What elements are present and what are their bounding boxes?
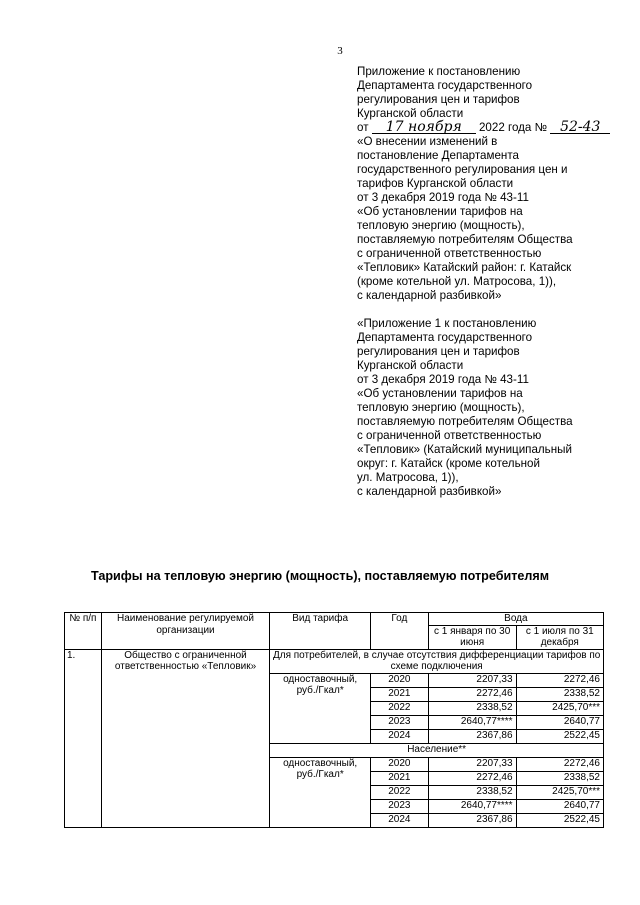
value-cell: 2522,45 — [516, 813, 603, 827]
value-cell: 2207,33 — [428, 673, 516, 687]
header-line: регулирования цен и тарифов — [357, 345, 520, 358]
header-line: Курганской области — [357, 359, 464, 372]
value-cell: 2272,46 — [428, 687, 516, 701]
value-cell: 2272,46 — [516, 757, 603, 771]
header-line: Курганской области — [357, 107, 464, 120]
header-organization: Наименование регулируемой организации — [101, 613, 270, 650]
header-line: поставляемую потребителям Общества — [357, 233, 573, 246]
year-cell: 2021 — [371, 687, 429, 701]
header-line: с календарной разбивкой» — [357, 485, 502, 498]
value-cell: 2272,46 — [428, 771, 516, 785]
header-line: округ: г. Катайск (кроме котельной — [357, 457, 540, 470]
header-line: Департамента государственного — [357, 331, 533, 344]
value-cell: 2640,77**** — [428, 715, 516, 729]
date-prefix: от — [357, 121, 369, 134]
header-line: «Об установлении тарифов на — [357, 387, 523, 400]
year-cell: 2020 — [371, 673, 429, 687]
header-line: (кроме котельной ул. Матросова, 1)), — [357, 275, 557, 288]
organization-name: Общество с ограниченной ответственностью «Тепловик» — [101, 649, 270, 827]
header-line: с ограниченной ответственностью — [357, 247, 542, 260]
page-number: 3 — [337, 45, 343, 57]
value-cell: 2425,70*** — [516, 785, 603, 799]
handwritten-number: 52-43 — [550, 121, 610, 134]
tariff-type: одноставочный, руб./Гкал* — [270, 757, 371, 827]
header-line: «Тепловик» (Катайский муниципальный — [357, 443, 572, 456]
header-line: «Приложение 1 к постановлению — [357, 317, 537, 330]
group-label-population: Население** — [270, 743, 604, 757]
table-title: Тарифы на тепловую энергию (мощность), поставляемую потребителям — [90, 569, 550, 583]
year-cell: 2022 — [371, 785, 429, 799]
value-cell: 2522,45 — [516, 729, 603, 743]
value-cell: 2640,77 — [516, 799, 603, 813]
paragraph-gap — [357, 303, 627, 317]
value-cell: 2425,70*** — [516, 701, 603, 715]
header-line: с ограниченной ответственностью — [357, 429, 542, 442]
header-line: от 3 декабря 2019 года № 43-11 — [357, 191, 529, 204]
value-cell: 2338,52 — [428, 785, 516, 799]
header-line: тарифов Курганской области — [357, 177, 514, 190]
header-line: тепловую энергию (мощность), — [357, 219, 525, 232]
header-line: «Об установлении тарифов на — [357, 205, 523, 218]
value-cell: 2338,52 — [428, 701, 516, 715]
row-number: 1. — [65, 649, 102, 827]
header-line: государственного регулирования цен и — [357, 163, 568, 176]
value-cell: 2338,52 — [516, 771, 603, 785]
header-line: тепловую энергию (мощность), — [357, 401, 525, 414]
value-cell: 2338,52 — [516, 687, 603, 701]
group-label-row — [65, 649, 604, 673]
year-cell: 2020 — [371, 757, 429, 771]
header-block — [357, 65, 627, 499]
group-label-consumers: Для потребителей, в случае отсутствия дифференциации тарифов по схеме подключения — [270, 649, 604, 673]
header-line: «Тепловик» Катайский район: г. Катайск — [357, 261, 572, 274]
header-line: регулирования цен и тарифов — [357, 93, 520, 106]
header-period-1: с 1 января по 30 июня — [428, 625, 516, 649]
header-year: Год — [371, 613, 429, 650]
date-suffix: 2022 года № — [478, 121, 548, 134]
tariff-table — [64, 612, 604, 828]
value-cell: 2367,86 — [428, 729, 516, 743]
header-line: Департамента государственного — [357, 79, 533, 92]
header-line: «О внесении изменений в — [357, 135, 498, 148]
handwritten-date: 17 ноября — [372, 121, 476, 134]
header-line: постановление Департамента — [357, 149, 519, 162]
header-line: Приложение к постановлению — [357, 65, 521, 78]
table-header-row — [65, 613, 604, 626]
tariff-type: одноставочный, руб./Гкал* — [270, 673, 371, 743]
header-line: поставляемую потребителям Общества — [357, 415, 573, 428]
year-cell: 2022 — [371, 701, 429, 715]
value-cell: 2640,77**** — [428, 799, 516, 813]
year-cell: 2023 — [371, 799, 429, 813]
year-cell: 2024 — [371, 729, 429, 743]
header-water: Вода — [428, 613, 603, 626]
header-line: от 3 декабря 2019 года № 43-11 — [357, 373, 529, 386]
value-cell: 2640,77 — [516, 715, 603, 729]
header-number: № п/п — [65, 613, 102, 650]
header-period-2: с 1 июля по 31 декабря — [516, 625, 603, 649]
header-line: с календарной разбивкой» — [357, 289, 502, 302]
value-cell: 2207,33 — [428, 757, 516, 771]
header-tariff-type: Вид тарифа — [270, 613, 371, 650]
value-cell: 2367,86 — [428, 813, 516, 827]
header-line: ул. Матросова, 1)), — [357, 471, 459, 484]
date-line — [357, 121, 627, 135]
value-cell: 2272,46 — [516, 673, 603, 687]
year-cell: 2024 — [371, 813, 429, 827]
year-cell: 2021 — [371, 771, 429, 785]
year-cell: 2023 — [371, 715, 429, 729]
